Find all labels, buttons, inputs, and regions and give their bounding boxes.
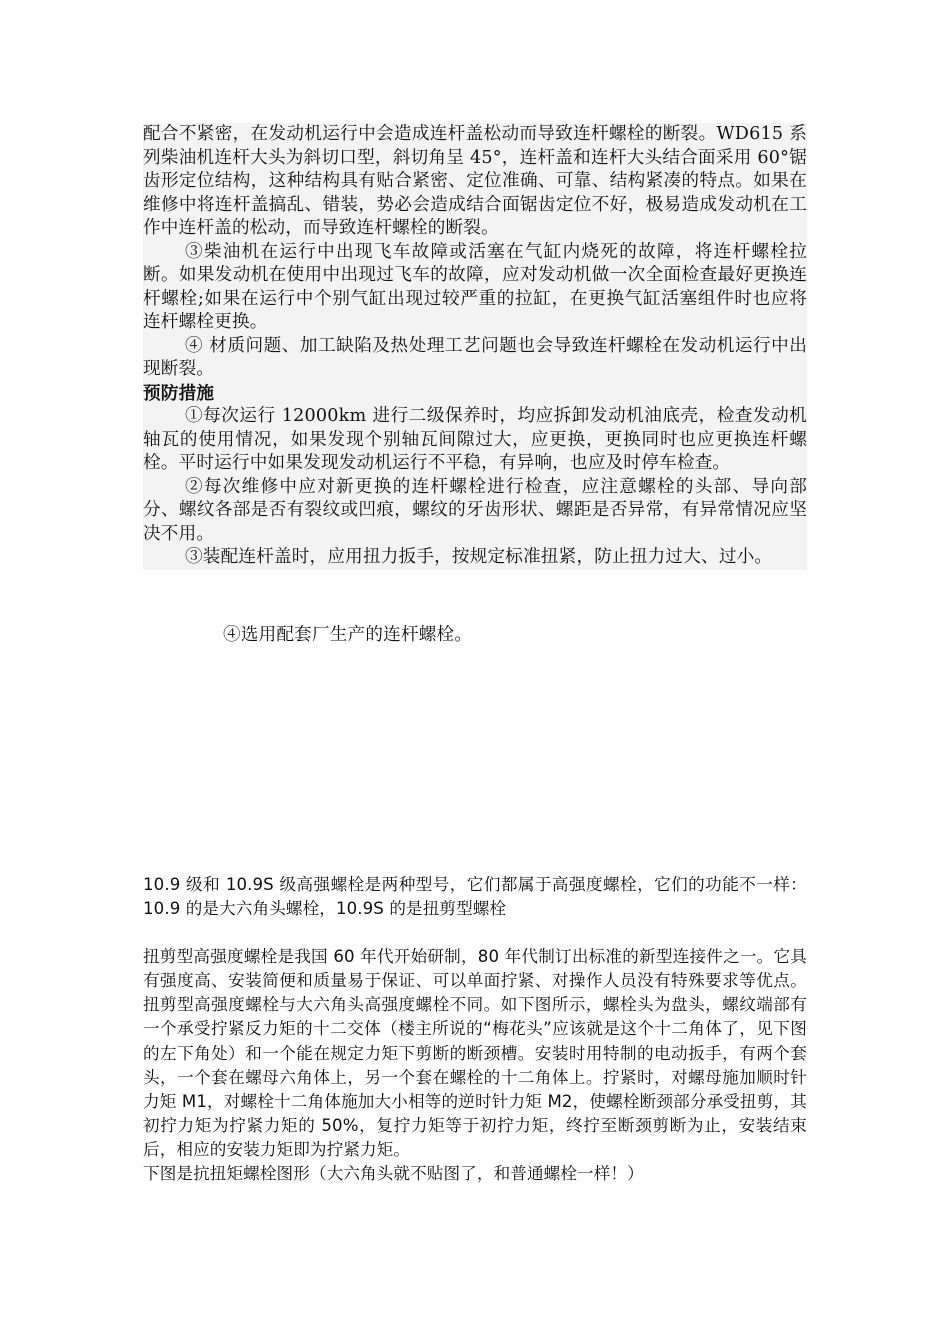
paragraph-torsional-shear-bolt: 扭剪型高强度螺栓是我国 60 年代开始研制，80 年代制订出标准的新型连接件之一。它具有强度高、安装简便和质量易于保证、可以单面拧紧、对操作人员没有特殊要求等优点。扭剪型高强度螺栓与大六角头高强度螺栓不同。如下图所示，螺栓头为盘头，螺纹端部有一个承受拧紧反力矩的十二交体（楼主所说的“梅花头”应该就是这个十二角体了，见下图的左下角处）和一个能在规定力矩下剪断的断颈槽。安装时用特制的电动扳手，有两个套头，一个套在螺母六角体上，另一个套在螺栓的十二角体上。拧紧时，对螺母施加顺时针力矩 M1，对螺栓十二角体施加大小相等的逆时针力矩 M2，使螺栓断颈部分承受扭剪，其初拧力矩为拧紧力矩的 50%，复拧力矩等于初拧力矩，终拧至断颈剪断为止，安装结束后，相应的安装力矩即为拧紧力矩。 xyxy=(143,947,807,1159)
paragraph-torque-wrench: ③装配连杆盖时，应用扭力扳手，按规定标准扭紧，防止扭力过大、过小。 xyxy=(185,547,773,567)
paragraph-connecting-rod-cap: 配合不紧密，在发动机运行中会造成连杆盖松动而导致连杆螺栓的断裂。WD615 系列柴油机连杆大头为斜切口型，斜切角呈 45°，连杆盖和连杆大头结合面采用 60°锯齿形定位结构，这种结构具有贴合紧密、定位准确、可靠、结构紧凑的特点。如果在维修中将连杆盖搞乱、错装，势必会造成结合面锯齿定位不好，极易造成发动机在工作中连杆盖的松动，而导致连杆螺栓的断裂。 xyxy=(143,124,807,238)
paragraph-material-issue: ④ 材质问题、加工缺陷及热处理工艺问题也会导致连杆螺栓在发动机运行中出现断裂。 xyxy=(143,335,807,379)
paragraph-bolt-inspection: ②每次维修中应对新更换的连杆螺栓进行检查，应注意螺栓的头部、导向部分、螺纹各部是否有裂纹或凹痕，螺纹的牙齿形状、螺距是否异常，有异常情况应坚决不用。 xyxy=(143,476,807,544)
highlighted-text-block xyxy=(143,123,807,570)
paragraph-maintenance-check: ①每次运行 12000km 进行二级保养时，均应拆卸发动机油底壳，检查发动机轴瓦的使用情况，如果发现个别轴瓦间隙过大，应更换，更换同时也应更换连杆螺栓。平时运行中如果发现发动机运行不平稳，有异响，也应及时停车检查。 xyxy=(143,406,807,473)
paragraph-bolt-grades: 10.9 级和 10.9S 级高强螺栓是两种型号，它们都属于高强度螺栓，它们的功能不一样：10.9 的是大六角头螺栓，10.9S 的是扭剪型螺栓 xyxy=(143,875,807,919)
paragraph-spacer xyxy=(143,921,807,945)
paragraph-figure-caption: 下图是抗扭矩螺栓图形（大六角头就不贴图了，和普通螺栓一样！） xyxy=(143,1164,644,1184)
bolt-grade-text-block xyxy=(143,873,807,1186)
paragraph-oem-bolts: ④选用配套厂生产的连杆螺栓。 xyxy=(223,625,473,645)
paragraph-overspeed-fault: ③柴油机在运行中出现飞车故障或活塞在气缸内烧死的故障，将连杆螺栓拉断。如果发动机在使用中出现过飞车的故障，应对发动机做一次全面检查最好更换连杆螺栓;如果在运行中个别气缸出现过较严重的拉缸，在更换气缸活塞组件时也应将连杆螺栓更换。 xyxy=(143,241,807,332)
section-heading-prevention: 预防措施 xyxy=(143,382,215,404)
